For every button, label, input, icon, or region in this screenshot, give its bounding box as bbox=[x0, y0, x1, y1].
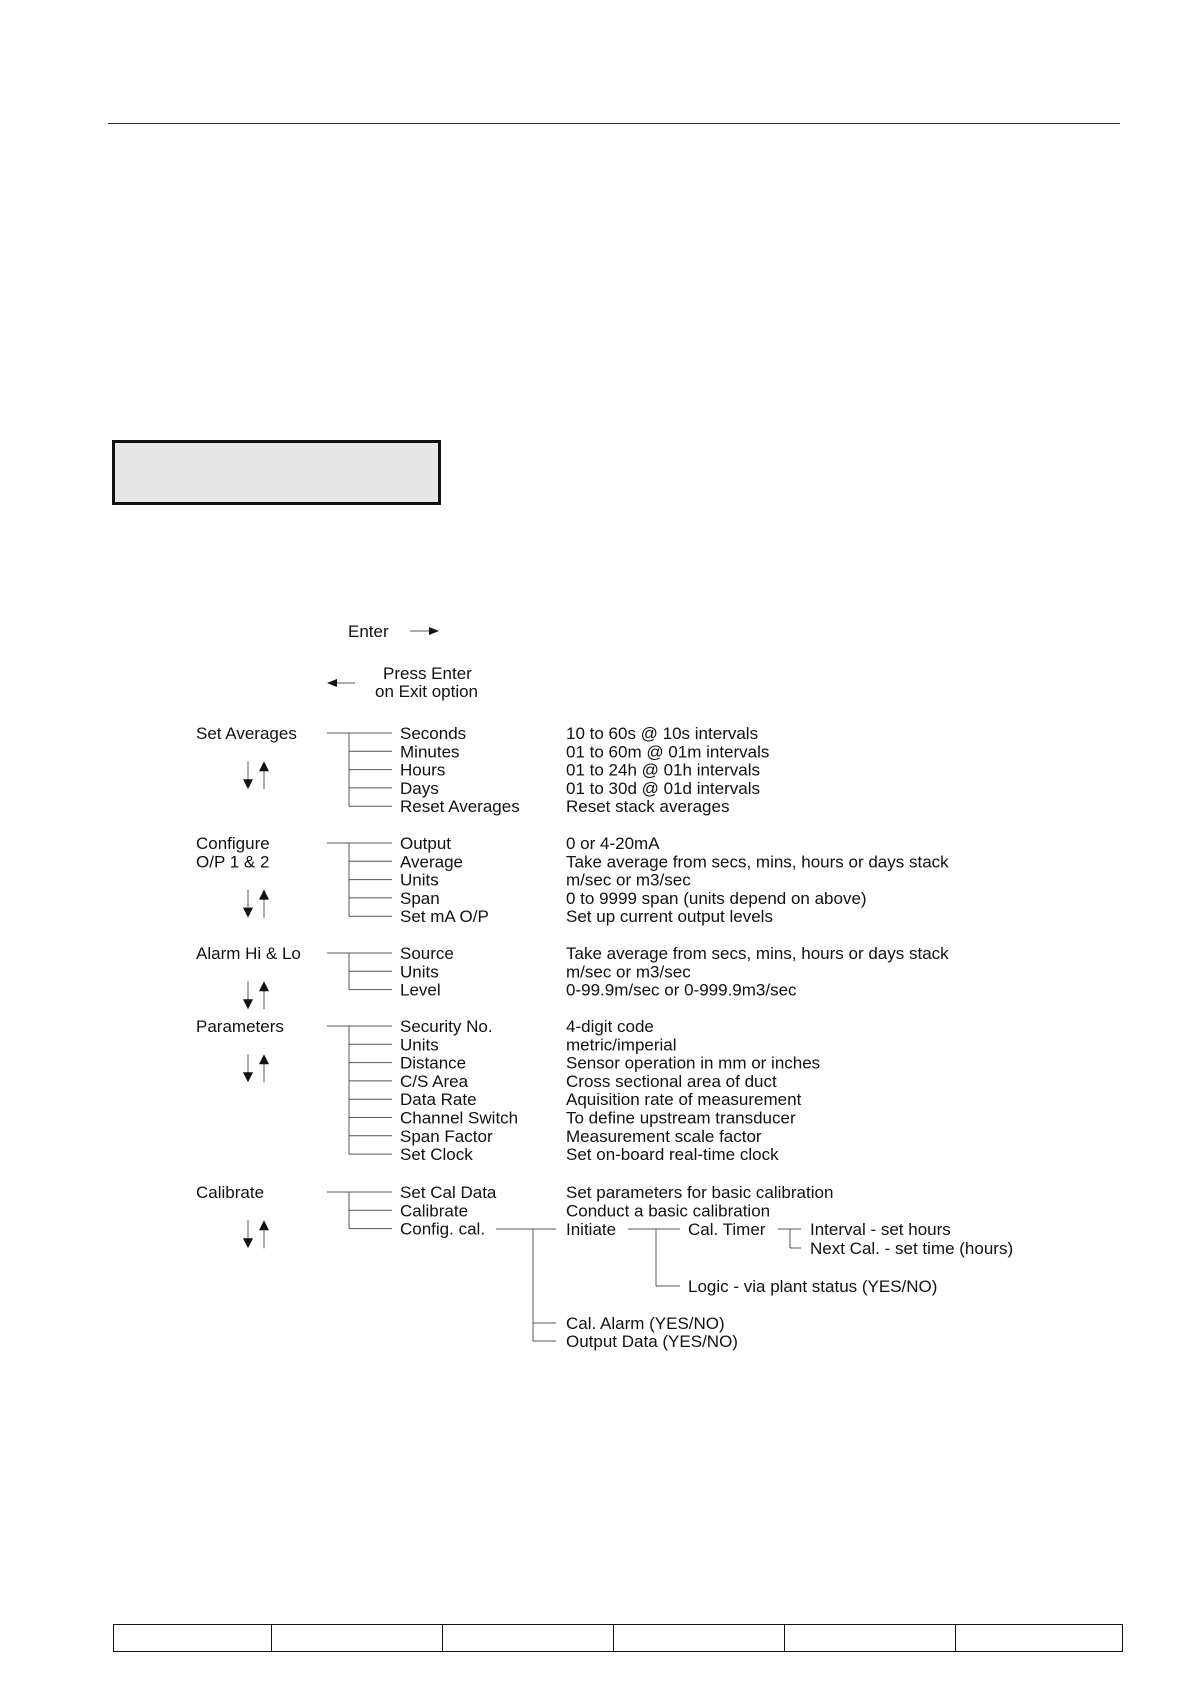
menu-item-label: Average bbox=[400, 852, 464, 872]
footer-cell bbox=[614, 1625, 785, 1652]
menu-group bbox=[196, 724, 769, 816]
menu-item-description: Set on-board real-time clock bbox=[566, 1145, 779, 1165]
menu-item-label: Minutes bbox=[400, 742, 460, 762]
menu-item-description: metric/imperial bbox=[566, 1035, 677, 1055]
menu-item-description: 0-99.9m/sec or 0-999.9m3/sec bbox=[566, 980, 797, 1000]
interval-label: Interval - set hours bbox=[810, 1220, 951, 1239]
footer-table bbox=[113, 1624, 1123, 1652]
menu-item-label: Span Factor bbox=[400, 1126, 493, 1146]
config-cal-branch bbox=[496, 1220, 1013, 1351]
menu-item-label: Config. cal. bbox=[400, 1219, 486, 1239]
menu-item-label: Set Cal Data bbox=[400, 1183, 497, 1202]
menu-item-label: Output bbox=[400, 834, 452, 853]
menu-item-description: 01 to 60m @ 01m intervals bbox=[566, 742, 770, 762]
menu-item-label: Data Rate bbox=[400, 1090, 477, 1110]
initiate-label: Initiate bbox=[566, 1220, 617, 1239]
menu-group-label: Configure bbox=[196, 834, 270, 853]
menu-item-description: 01 to 24h @ 01h intervals bbox=[566, 760, 760, 780]
menu-item-description: m/sec or m3/sec bbox=[566, 962, 691, 982]
menu-item-description: Cross sectional area of duct bbox=[566, 1071, 777, 1091]
logic-label: Logic - via plant status (YES/NO) bbox=[688, 1277, 938, 1296]
enter-label: Enter bbox=[348, 622, 389, 641]
menu-item-description: 4-digit code bbox=[566, 1017, 654, 1036]
menu-item-description: Aquisition rate of measurement bbox=[566, 1090, 802, 1110]
cal-timer-label: Cal. Timer bbox=[688, 1220, 766, 1239]
menu-item-description: Take average from secs, mins, hours or days stack bbox=[566, 852, 949, 872]
menu-item-description: m/sec or m3/sec bbox=[566, 870, 691, 890]
footer-cell bbox=[272, 1625, 443, 1652]
menu-item-label: Security No. bbox=[400, 1017, 493, 1036]
menu-item-label: Units bbox=[400, 962, 439, 982]
menu-item-label: Distance bbox=[400, 1053, 467, 1073]
menu-item-description: Reset stack averages bbox=[566, 797, 730, 817]
menu-group-label: O/P 1 & 2 bbox=[196, 852, 270, 872]
menu-item-description: 01 to 30d @ 01d intervals bbox=[566, 778, 760, 798]
footer-cell bbox=[785, 1625, 956, 1652]
menu-item-label: Units bbox=[400, 1035, 439, 1055]
menu-group-label: Set Averages bbox=[196, 724, 297, 743]
menu-group bbox=[196, 834, 949, 926]
up-down-arrows-icon bbox=[243, 981, 269, 1009]
menu-item-label: Days bbox=[400, 778, 439, 798]
menu-item-label: Level bbox=[400, 980, 441, 1000]
menu-item-description: Set parameters for basic calibration bbox=[566, 1183, 834, 1202]
up-down-arrows-icon bbox=[243, 761, 269, 789]
menu-item-label: Hours bbox=[400, 760, 446, 780]
menu-item-label: C/S Area bbox=[400, 1071, 469, 1091]
menu-item-label: Source bbox=[400, 944, 454, 963]
menu-item-description: Set up current output levels bbox=[566, 907, 773, 927]
footer-cell bbox=[443, 1625, 614, 1652]
menu-item-description: Take average from secs, mins, hours or days stack bbox=[566, 944, 949, 963]
output-data-label: Output Data (YES/NO) bbox=[566, 1332, 738, 1351]
menu-group bbox=[196, 1017, 820, 1164]
menu-item-label: Set Clock bbox=[400, 1145, 473, 1165]
menu-item-label: Seconds bbox=[400, 724, 467, 743]
menu-item-description: 0 or 4-20mA bbox=[566, 834, 660, 853]
footer-cell bbox=[956, 1625, 1123, 1652]
menu-group bbox=[196, 944, 949, 1009]
exit-hint-line1: Press Enter bbox=[383, 664, 472, 683]
menu-item-label: Units bbox=[400, 870, 439, 890]
menu-item-description: Sensor operation in mm or inches bbox=[566, 1053, 821, 1073]
menu-group-label: Calibrate bbox=[196, 1183, 265, 1202]
menu-item-label: Set mA O/P bbox=[400, 907, 489, 927]
cal-alarm-label: Cal. Alarm (YES/NO) bbox=[566, 1314, 725, 1333]
menu-tree bbox=[196, 724, 949, 1248]
footer-cell bbox=[114, 1625, 272, 1652]
menu-group-label: Alarm Hi & Lo bbox=[196, 944, 301, 963]
exit-hint-line2: on Exit option bbox=[375, 682, 479, 701]
menu-item-label: Span bbox=[400, 888, 440, 908]
menu-item-description: Measurement scale factor bbox=[566, 1126, 762, 1146]
next-cal-label: Next Cal. - set time (hours) bbox=[810, 1239, 1014, 1258]
menu-item-label: Calibrate bbox=[400, 1201, 469, 1221]
up-down-arrows-icon bbox=[243, 1220, 269, 1248]
menu-group-label: Parameters bbox=[196, 1017, 284, 1036]
up-down-arrows-icon bbox=[243, 890, 269, 918]
menu-item-description: Conduct a basic calibration bbox=[566, 1201, 771, 1221]
menu-item-description: To define upstream transducer bbox=[566, 1108, 796, 1128]
up-down-arrows-icon bbox=[243, 1054, 269, 1082]
menu-item-label: Reset Averages bbox=[400, 797, 520, 817]
menu-item-description: 0 to 9999 span (units depend on above) bbox=[566, 888, 867, 908]
menu-item-label: Channel Switch bbox=[400, 1108, 519, 1128]
menu-item-description: 10 to 60s @ 10s intervals bbox=[566, 724, 759, 743]
